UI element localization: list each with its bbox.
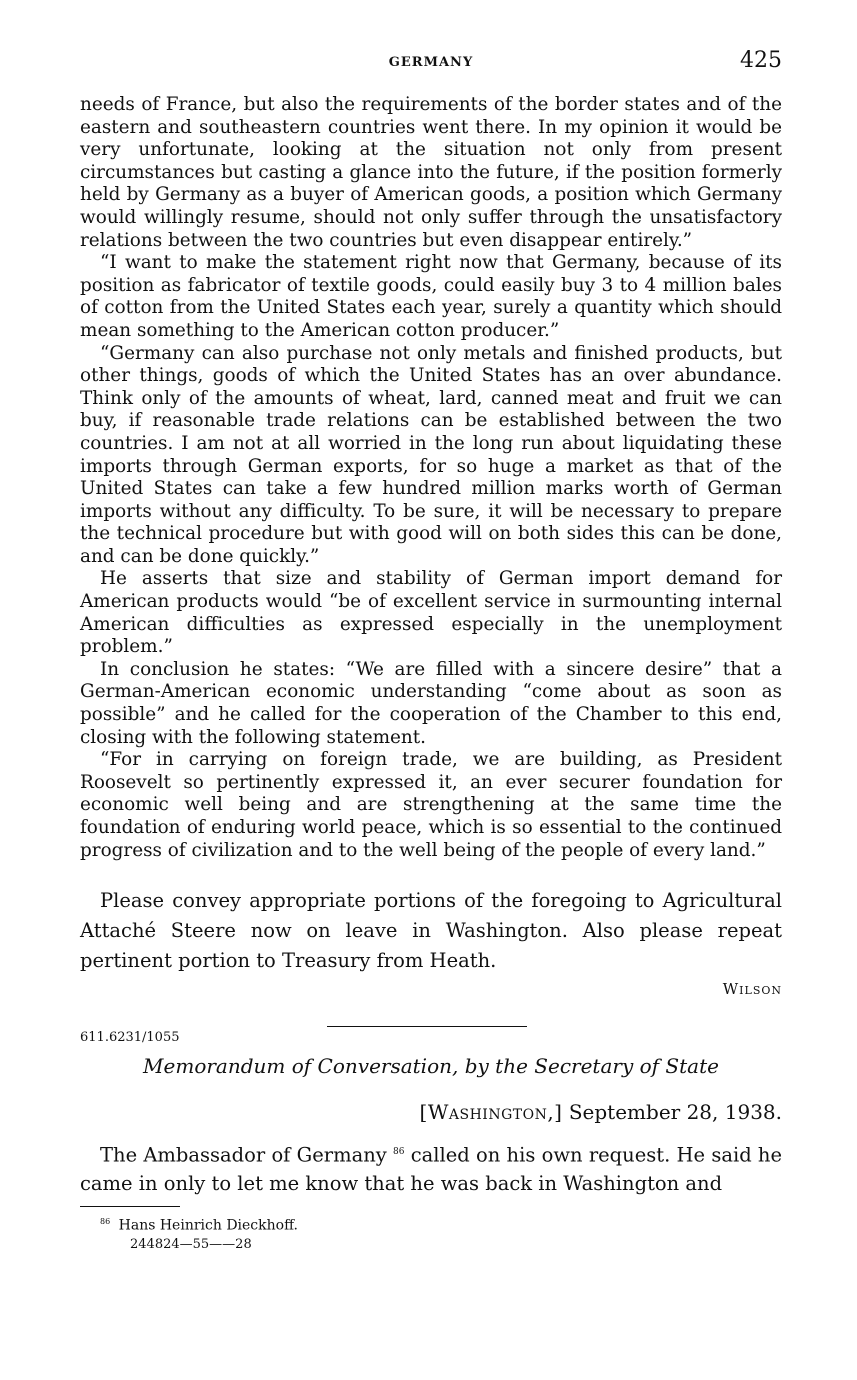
- dateline-date: September 28, 1938.: [568, 1100, 782, 1125]
- paragraph: He asserts that size and stability of German import demand for American products would “be of excellent service in surmounting internal American difficulties as expressed especially in the unemployment problem.”: [80, 568, 782, 658]
- document-page: [80, 46, 782, 1252]
- memo-title: Memorandum of Conversation, by the Secretary of State: [143, 1054, 719, 1079]
- memo-body-start: The Ambassador of Germany: [100, 1143, 387, 1167]
- paragraph: “Germany can also purchase not only metals and finished products, but other things, goods of which the United States has an over abundance. Think only of the amounts of wheat, lard, canned meat and fruit we can buy, if reasonable trade relations can be established between the two countries. I am not at all worried in the long run about liquidating these imports through German exports, for so huge a market as that of the United States can take a few hundred million marks worth of German imports without any difficulty. To be sure, it will be necessary to prepare the technical procedure but with good will on both sides this can be done, and can be done quickly.”: [80, 342, 782, 567]
- running-head: GERMANY: [388, 55, 474, 70]
- divider-rule: [327, 1026, 527, 1027]
- footnote-text: Hans Heinrich Dieckhoff.: [118, 1217, 298, 1234]
- memo-dateline: [80, 1100, 782, 1124]
- dispatch-body: [80, 94, 782, 862]
- footnote: [80, 1217, 782, 1234]
- page-header: [80, 46, 782, 76]
- memo-body-end: called on his own request. He said he came in only to let me know that he was back in Washington and: [80, 1143, 783, 1195]
- footnote-reference[interactable]: 86: [393, 1147, 405, 1158]
- file-number: 611.6231/1055: [80, 1030, 180, 1046]
- paragraph: In conclusion he states: “We are filled with a sincere desire” that a German-American economic understanding “come about as soon as possible” and he called for the cooperation of the Chamber to this end, closing with the following statement.: [80, 658, 782, 748]
- paragraph: “I want to make the statement right now that Germany, because of its position as fabricator of textile goods, could easily buy 3 to 4 million bales of cotton from the United States each year, surely a quantity which should mean something to the American cotton producer.”: [80, 252, 782, 341]
- paragraph: needs of France, but also the requirements of the border states and of the eastern and southeastern countries went there. In my opinion it would be very unfortunate, looking at the situation not only from present circumstances but casting a glance into the future, if the position formerly held by Germany as a buyer of American goods, a position which Germany would willingly resume, should not only suffer through the unsatisfactory relations between the two countries but even disappear entirely.”: [80, 94, 782, 251]
- page-number: 425: [740, 48, 782, 73]
- memo-body: [80, 1138, 782, 1198]
- footnote-mark: 86: [100, 1216, 111, 1226]
- printer-mark: 244824—55——28: [130, 1237, 252, 1253]
- closing-paragraph: Please convey appropriate portions of the foregoing to Agricultural Attaché Steere now on leave in Washington. Also please repeat pertinent portion to Treasury from Heath.: [80, 889, 782, 973]
- signature: Wilson: [722, 980, 782, 999]
- footnote-rule: [80, 1206, 180, 1207]
- paragraph: “For in carrying on foreign trade, we are building, as President Roosevelt so pertinently expressed it, an ever securer foundation for economic well being and are strengthening at the same time the foundation of enduring world peace, which is so essential to the continued progress of civilization and to the well being of the people of every land.”: [80, 749, 782, 861]
- section-divider: [80, 1020, 782, 1050]
- dateline-place: [Washington,]: [419, 1100, 563, 1125]
